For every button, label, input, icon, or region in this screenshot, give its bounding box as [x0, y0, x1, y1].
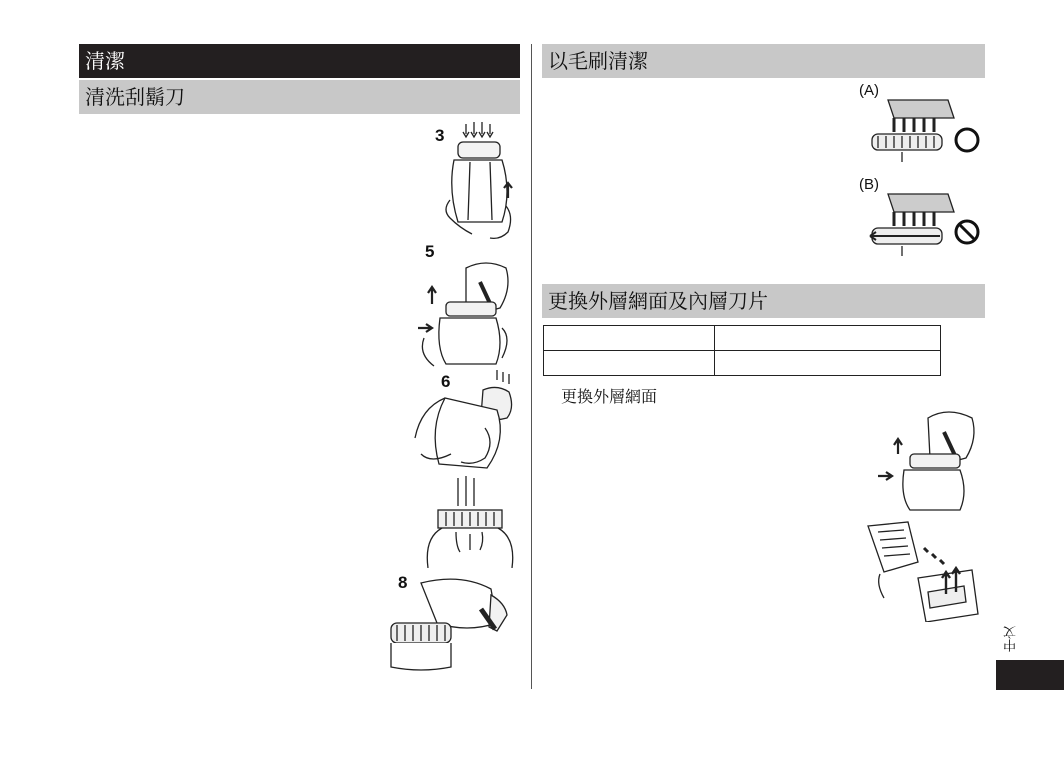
table-cell: [715, 326, 941, 351]
rinse-cutter-illustration: [420, 476, 520, 568]
subsection-title: 清洗刮鬍刀: [85, 85, 185, 109]
dry-parts-illustration: [385, 575, 520, 675]
language-tab: [996, 660, 1064, 690]
table-cell: [544, 326, 715, 351]
section-title-bar: [79, 44, 520, 78]
replace-foil-subhead: 更換外層網面: [561, 387, 658, 406]
table-cell: [715, 351, 941, 376]
replace-title: 更換外層網面及內層刀片: [548, 289, 768, 313]
foil-frame-illustration: [864, 518, 982, 622]
replace-title-bar: [542, 284, 985, 318]
brush-incorrect-illustration: [866, 188, 981, 262]
section-title: 清潔: [85, 49, 125, 73]
table-row: [544, 351, 941, 376]
step-number-8: 8: [398, 573, 408, 592]
brush-title: 以毛刷清潔: [548, 49, 648, 73]
ok-circle-icon: [956, 129, 978, 151]
prohibited-icon: [956, 221, 978, 243]
step-number-3: 3: [435, 126, 445, 145]
table-row: [544, 326, 941, 351]
table-cell: [544, 351, 715, 376]
language-label: 中文: [1004, 626, 1019, 652]
label-b: (B): [859, 176, 879, 193]
brush-title-bar: [542, 44, 985, 78]
replacement-parts-table: [543, 325, 941, 376]
rinse-shaver-illustration: [440, 120, 520, 242]
brush-correct-illustration: [866, 94, 981, 168]
label-a: (A): [859, 82, 879, 99]
step-number-5: 5: [425, 242, 435, 261]
subsection-title-bar: [79, 80, 520, 114]
step-number-6: 6: [441, 372, 451, 391]
column-divider: [531, 44, 532, 689]
replace-foil-illustration: [872, 404, 982, 512]
remove-foil-illustration: [410, 258, 520, 368]
rinse-head-illustration: [405, 368, 520, 472]
